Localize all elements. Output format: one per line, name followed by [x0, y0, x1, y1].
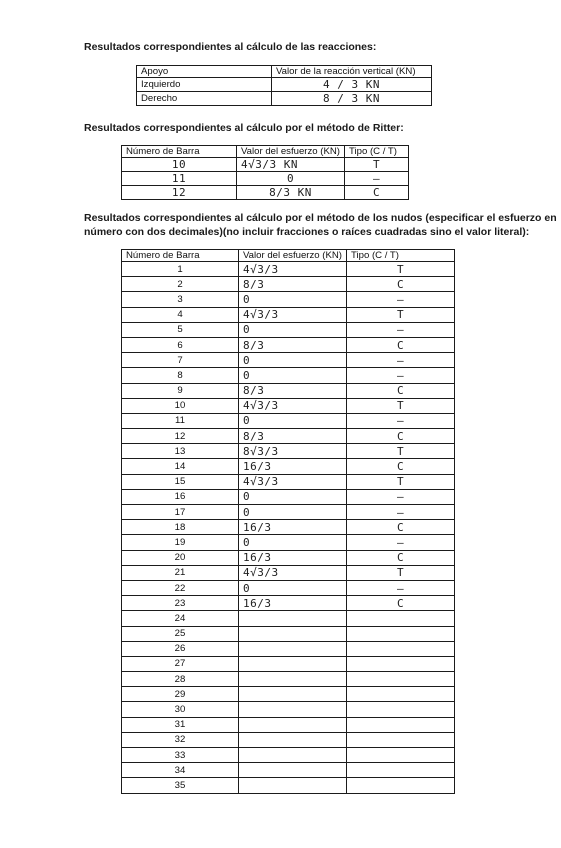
ritter-heading: Resultados correspondientes al cálculo por el método de Ritter:: [84, 122, 404, 134]
stress-type: C: [345, 186, 409, 200]
column-header-stress-value: Valor del esfuerzo (KN): [237, 146, 345, 158]
stress-value: 8/3 KN: [237, 186, 345, 200]
table-header-row: [122, 146, 409, 158]
stress-value: [239, 763, 347, 778]
table-row: [122, 702, 455, 717]
bar-number: 14: [122, 459, 239, 474]
table-row: [122, 383, 455, 398]
table-row: [122, 489, 455, 504]
bar-number: 7: [122, 353, 239, 368]
stress-value: [239, 626, 347, 641]
table-row: [122, 172, 409, 186]
bar-number: 3: [122, 292, 239, 307]
ritter-table: [121, 145, 409, 200]
stress-value: [239, 672, 347, 687]
stress-value: [239, 611, 347, 626]
stress-value: 8/3: [239, 277, 347, 292]
column-header-bar-number: Número de Barra: [122, 250, 239, 262]
bar-number: 29: [122, 687, 239, 702]
stress-type: [347, 611, 455, 626]
bar-number: 17: [122, 505, 239, 520]
stress-value: 8/3: [239, 429, 347, 444]
column-header-stress-value: Valor del esfuerzo (KN): [239, 250, 347, 262]
column-header-support: Apoyo: [137, 66, 272, 78]
stress-type: [347, 656, 455, 671]
stress-type: C: [347, 596, 455, 611]
table-row: [122, 158, 409, 172]
table-row: [122, 186, 409, 200]
bar-number: 20: [122, 550, 239, 565]
stress-value: 4√3/3 KN: [237, 158, 345, 172]
stress-value: 16/3: [239, 459, 347, 474]
stress-type: C: [347, 520, 455, 535]
bar-number: 15: [122, 474, 239, 489]
nodes-table-body: [122, 262, 455, 794]
stress-value: 8/3: [239, 337, 347, 352]
reaction-value: 4 / 3 KN: [272, 78, 432, 92]
nodes-heading-line2: número con dos decimales)(no incluir fracciones o raíces cuadradas sino el valor literal):: [84, 226, 530, 238]
stress-type: T: [347, 398, 455, 413]
bar-number: 10: [122, 158, 237, 172]
stress-value: [239, 702, 347, 717]
bar-number: 10: [122, 398, 239, 413]
table-row: [122, 580, 455, 595]
bar-number: 13: [122, 444, 239, 459]
stress-type: [347, 687, 455, 702]
support-name: Izquierdo: [137, 78, 272, 92]
table-row: [122, 672, 455, 687]
stress-value: [239, 732, 347, 747]
bar-number: 12: [122, 186, 237, 200]
table-row: [122, 505, 455, 520]
stress-value: 0: [239, 505, 347, 520]
bar-number: 1: [122, 262, 239, 277]
table-row: [122, 717, 455, 732]
table-row: [122, 292, 455, 307]
table-row: [137, 92, 432, 106]
stress-type: —: [347, 413, 455, 428]
bar-number: 2: [122, 277, 239, 292]
table-row: [122, 368, 455, 383]
bar-number: 12: [122, 429, 239, 444]
table-header-row: [137, 66, 432, 78]
bar-number: 11: [122, 172, 237, 186]
table-row: [122, 277, 455, 292]
stress-type: —: [347, 368, 455, 383]
nodes-table: [121, 249, 455, 794]
stress-type: T: [347, 307, 455, 322]
table-row: [122, 611, 455, 626]
bar-number: 16: [122, 489, 239, 504]
stress-value: [239, 641, 347, 656]
reaction-value: 8 / 3 KN: [272, 92, 432, 106]
stress-type: —: [347, 505, 455, 520]
stress-type: C: [347, 429, 455, 444]
table-row: [122, 626, 455, 641]
stress-type: C: [347, 459, 455, 474]
stress-value: 0: [239, 353, 347, 368]
table-row: [122, 459, 455, 474]
column-header-reaction-value: Valor de la reacción vertical (KN): [272, 66, 432, 78]
stress-type: [347, 732, 455, 747]
stress-value: [239, 656, 347, 671]
bar-number: 32: [122, 732, 239, 747]
stress-value: [239, 778, 347, 793]
stress-type: C: [347, 277, 455, 292]
bar-number: 19: [122, 535, 239, 550]
bar-number: 8: [122, 368, 239, 383]
nodes-heading-line1: Resultados correspondientes al cálculo por el método de los nudos (especificar el esfuerzo en: [84, 212, 557, 224]
stress-type: —: [347, 353, 455, 368]
stress-type: —: [347, 489, 455, 504]
table-row: [122, 656, 455, 671]
reactions-heading: Resultados correspondientes al cálculo de las reacciones:: [84, 41, 377, 53]
stress-type: T: [345, 158, 409, 172]
stress-value: 16/3: [239, 520, 347, 535]
stress-value: 4√3/3: [239, 307, 347, 322]
bar-number: 31: [122, 717, 239, 732]
stress-value: 16/3: [239, 596, 347, 611]
stress-type: C: [347, 383, 455, 398]
table-row: [122, 596, 455, 611]
stress-value: 4√3/3: [239, 565, 347, 580]
table-row: [122, 520, 455, 535]
bar-number: 33: [122, 748, 239, 763]
support-name: Derecho: [137, 92, 272, 106]
bar-number: 35: [122, 778, 239, 793]
table-row: [122, 748, 455, 763]
bar-number: 28: [122, 672, 239, 687]
stress-type: —: [347, 292, 455, 307]
stress-value: [239, 687, 347, 702]
stress-type: T: [347, 444, 455, 459]
stress-value: 4√3/3: [239, 262, 347, 277]
bar-number: 34: [122, 763, 239, 778]
table-header-row: [122, 250, 455, 262]
stress-value: [239, 717, 347, 732]
stress-type: [347, 702, 455, 717]
stress-type: C: [347, 337, 455, 352]
stress-type: [347, 626, 455, 641]
stress-type: [347, 748, 455, 763]
table-row: [122, 398, 455, 413]
stress-type: —: [347, 580, 455, 595]
stress-value: 0: [239, 368, 347, 383]
table-row: [122, 641, 455, 656]
table-row: [122, 565, 455, 580]
table-row: [122, 778, 455, 793]
table-row: [122, 337, 455, 352]
stress-type: —: [347, 322, 455, 337]
table-row: [122, 307, 455, 322]
bar-number: 23: [122, 596, 239, 611]
table-row: [122, 550, 455, 565]
table-row: [122, 413, 455, 428]
stress-value: 0: [239, 292, 347, 307]
bar-number: 4: [122, 307, 239, 322]
stress-value: 8/3: [239, 383, 347, 398]
bar-number: 11: [122, 413, 239, 428]
bar-number: 21: [122, 565, 239, 580]
stress-type: C: [347, 550, 455, 565]
stress-value: [239, 748, 347, 763]
stress-type: —: [345, 172, 409, 186]
table-row: [122, 322, 455, 337]
stress-type: T: [347, 565, 455, 580]
table-row: [122, 535, 455, 550]
stress-value: 4√3/3: [239, 474, 347, 489]
bar-number: 18: [122, 520, 239, 535]
bar-number: 25: [122, 626, 239, 641]
stress-value: 8√3/3: [239, 444, 347, 459]
stress-type: [347, 641, 455, 656]
reactions-table: [136, 65, 432, 106]
bar-number: 30: [122, 702, 239, 717]
column-header-type: Tipo (C / T): [347, 250, 455, 262]
table-row: [122, 262, 455, 277]
bar-number: 5: [122, 322, 239, 337]
stress-type: T: [347, 474, 455, 489]
stress-type: [347, 672, 455, 687]
stress-value: 0: [239, 489, 347, 504]
bar-number: 27: [122, 656, 239, 671]
table-row: [122, 444, 455, 459]
stress-value: 0: [237, 172, 345, 186]
table-row: [122, 763, 455, 778]
nodes-heading: [84, 211, 557, 239]
table-row: [137, 78, 432, 92]
stress-type: [347, 763, 455, 778]
stress-type: T: [347, 262, 455, 277]
bar-number: 9: [122, 383, 239, 398]
table-row: [122, 474, 455, 489]
stress-value: 0: [239, 413, 347, 428]
stress-type: [347, 717, 455, 732]
table-row: [122, 732, 455, 747]
bar-number: 22: [122, 580, 239, 595]
column-header-type: Tipo (C / T): [345, 146, 409, 158]
stress-value: 0: [239, 535, 347, 550]
stress-type: —: [347, 535, 455, 550]
stress-value: 0: [239, 580, 347, 595]
column-header-bar-number: Número de Barra: [122, 146, 237, 158]
table-row: [122, 353, 455, 368]
bar-number: 6: [122, 337, 239, 352]
table-row: [122, 687, 455, 702]
bar-number: 24: [122, 611, 239, 626]
table-row: [122, 429, 455, 444]
stress-type: [347, 778, 455, 793]
bar-number: 26: [122, 641, 239, 656]
stress-value: 16/3: [239, 550, 347, 565]
stress-value: 4√3/3: [239, 398, 347, 413]
stress-value: 0: [239, 322, 347, 337]
